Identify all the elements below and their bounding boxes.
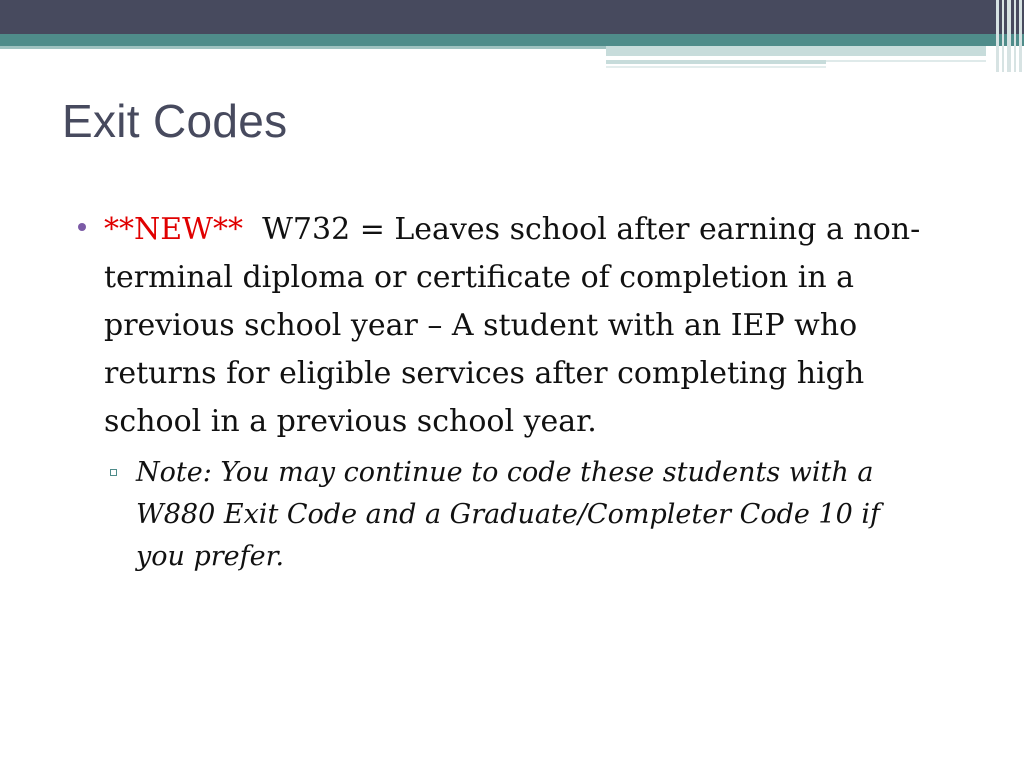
square-bullet-icon — [110, 469, 117, 476]
header-accent-line — [826, 60, 986, 62]
header-accent-line — [606, 60, 826, 64]
header-light-line — [0, 46, 606, 49]
bullet-dot-icon — [78, 223, 86, 231]
new-tag: **NEW** — [104, 212, 243, 247]
header-accent-bar — [606, 46, 986, 56]
header-dark-bar — [0, 0, 1024, 34]
header-accent-line — [606, 66, 826, 68]
slide-content — [78, 206, 978, 578]
bullet-text: W732 = Leaves school after earning a non-terminal diploma or certificate of completion in a previous school year – A student with an IEP who returns for eligible services after completing high school in a previous school year. — [104, 212, 921, 439]
sub-bullet-item — [104, 452, 916, 578]
sub-bullet-text: Note: You may continue to code these students with a W880 Exit Code and a Graduate/Completer Code 10 if you prefer. — [136, 457, 880, 572]
header-vertical-stripes — [994, 0, 1024, 72]
slide-title: Exit Codes — [62, 95, 288, 147]
header-teal-bar — [0, 34, 1024, 46]
bullet-item — [78, 206, 964, 446]
